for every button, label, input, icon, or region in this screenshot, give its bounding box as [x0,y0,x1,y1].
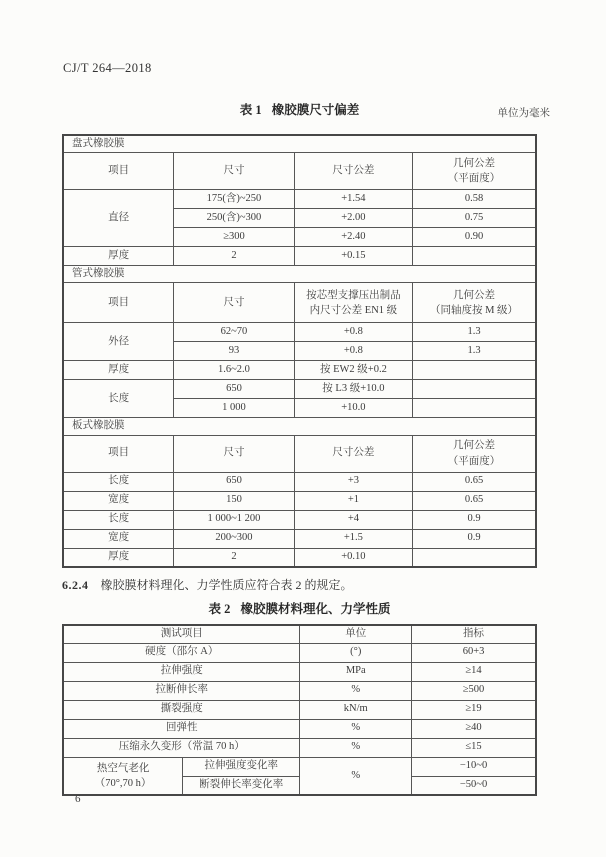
cell-size-value: 93 [174,342,295,361]
cell-geometry-value: 1.3 [413,342,536,361]
cell-test-item: 拉伸强度 [63,662,300,681]
col-header-size: 尺寸 [174,153,295,190]
cell-item-label: 外径 [63,323,174,361]
cell-geometry-value [413,247,536,266]
cell-geometry-value: 0.9 [413,510,536,529]
cell-item-label: 宽度 [63,529,174,548]
cell-geometry-value: 0.65 [413,491,536,510]
cell-geometry-value: 0.75 [413,209,536,228]
cell-geometry-value: 0.90 [413,228,536,247]
header-line: 几何公差 [453,289,496,301]
table-row [63,700,536,719]
col-header-unit: 单位 [300,625,412,643]
header-row [63,283,536,323]
section-row-disc [63,135,536,153]
col-header-item: 项目 [63,283,174,323]
cell-tolerance-value: +0.8 [294,342,412,361]
table-row [63,510,536,529]
header-line: 按芯型支撑压出制品 [306,289,401,301]
cell-geometry-value: 0.65 [413,472,536,491]
header-line: （同轴度按 M 级） [429,304,519,316]
cell-unit: kN/m [300,700,412,719]
cell-tolerance-value: +2.00 [294,209,412,228]
cell-size-value: 650 [174,380,295,399]
cell-item-label: 直径 [63,190,174,247]
table2-caption-title: 橡胶膜材料理化、力学性质 [240,602,391,616]
col-header-geometry [413,435,536,472]
table-row [63,323,536,342]
cell-item-label: 宽度 [63,491,174,510]
col-header-test-item: 测试项目 [63,625,300,643]
cell-geometry-value [413,361,536,380]
cell-tolerance-value: +10.0 [294,399,412,418]
cell-tolerance-value: +0.10 [294,548,412,567]
section-title-disc: 盘式橡胶膜 [63,135,536,153]
col-header-geometry [413,153,536,190]
header-line: （平面度） [447,455,501,467]
table-row [63,472,536,491]
col-header-item: 项目 [63,435,174,472]
cell-index: −50~0 [412,776,536,795]
cell-geometry-value [413,380,536,399]
section-title-tube: 管式橡胶膜 [63,266,536,283]
standard-code: CJ/T 264—2018 [63,61,152,75]
table-row [63,529,536,548]
cell-aging-label [63,757,183,795]
cell-tolerance-value: +1 [294,491,412,510]
table-row [63,548,536,567]
cell-unit: % [300,681,412,700]
clause-number: 6.2.4 [62,578,89,592]
cell-aging-sub-item: 断裂伸长率变化率 [183,776,300,795]
col-header-size: 尺寸 [174,283,295,323]
table-row [63,361,536,380]
cell-tolerance-value: 按 L3 级+10.0 [294,380,412,399]
cell-size-value: 1 000 [174,399,295,418]
table2-caption [62,599,537,617]
cell-tolerance-value: +0.8 [294,323,412,342]
aging-label-line: 热空气老化 [96,762,150,774]
cell-test-item: 回弹性 [63,719,300,738]
cell-aging-sub-item: 拉伸强度变化率 [183,757,300,776]
aging-label-line: （70°,70 h） [94,777,152,789]
col-header-geometry [413,283,536,323]
cell-size-value: 175(含)~250 [174,190,295,209]
table1-caption-label: 表 1 [239,103,262,117]
table1-caption-title: 橡胶膜尺寸偏差 [271,103,360,117]
cell-tolerance-value: 按 EW2 级+0.2 [294,361,412,380]
cell-size-value: 2 [174,247,295,266]
cell-geometry-value [413,548,536,567]
cell-unit: % [300,719,412,738]
cell-geometry-value: 0.9 [413,529,536,548]
cell-size-value: 200~300 [174,529,295,548]
header-row [63,625,536,643]
cell-item-label: 厚度 [63,247,174,266]
table-row [63,662,536,681]
cell-index: ≥19 [412,700,536,719]
cell-item-label: 厚度 [63,548,174,567]
cell-tolerance-value: +1.54 [294,190,412,209]
cell-tolerance-value: +3 [294,472,412,491]
col-header-index: 指标 [412,625,536,643]
table2-caption-label: 表 2 [208,602,231,616]
table-row [63,380,536,399]
cell-size-value: 1 000~1 200 [174,510,295,529]
cell-unit: MPa [300,662,412,681]
section-row-tube [63,266,536,283]
cell-test-item: 撕裂强度 [63,700,300,719]
cell-item-label: 长度 [63,380,174,418]
unit-note: 单位为毫米 [497,108,550,119]
cell-size-value: 2 [174,548,295,567]
cell-index: ≥500 [412,681,536,700]
cell-tolerance-value: +4 [294,510,412,529]
cell-geometry-value [413,399,536,418]
cell-geometry-value: 1.3 [413,323,536,342]
col-header-tolerance: 尺寸公差 [294,153,412,190]
table-row [63,491,536,510]
header-line: 内尺寸公差 EN1 级 [309,304,398,316]
table1-caption [62,100,537,118]
header-row [63,153,536,190]
cell-geometry-value: 0.58 [413,190,536,209]
header-line: 几何公差 [453,157,496,169]
cell-test-item: 压缩永久变形（常温 70 h） [63,738,300,757]
cell-item-label: 长度 [63,510,174,529]
table-row [63,681,536,700]
table-row [63,190,536,209]
header-row [63,435,536,472]
cell-unit: (°) [300,643,412,662]
col-header-tolerance [294,283,412,323]
cell-index: 60+3 [412,643,536,662]
col-header-item: 项目 [63,153,174,190]
cell-size-value: 250(含)~300 [174,209,295,228]
section-title-plate: 板式橡胶膜 [63,418,536,435]
cell-size-value: 150 [174,491,295,510]
cell-test-item: 硬度（邵尔 A） [63,643,300,662]
cell-tolerance-value: +1.5 [294,529,412,548]
cell-unit: % [300,738,412,757]
cell-unit: % [300,757,412,795]
cell-size-value: ≥300 [174,228,295,247]
table-row [63,247,536,266]
table-row [63,738,536,757]
table-row [63,719,536,738]
cell-item-label: 厚度 [63,361,174,380]
table-row [63,757,536,776]
cell-tolerance-value: +0.15 [294,247,412,266]
clause-text: 橡胶膜材料理化、力学性质应符合表 2 的规定。 [100,578,353,592]
cell-size-value: 650 [174,472,295,491]
cell-index: ≥40 [412,719,536,738]
cell-item-label: 长度 [63,472,174,491]
cell-tolerance-value: +2.40 [294,228,412,247]
cell-size-value: 1.6~2.0 [174,361,295,380]
cell-test-item: 拉断伸长率 [63,681,300,700]
cell-index: ≤15 [412,738,536,757]
cell-size-value: 62~70 [174,323,295,342]
clause-6-2-4 [62,576,537,593]
page-number: 6 [75,793,81,805]
table-row [63,643,536,662]
cell-index: −10~0 [412,757,536,776]
header-line: 几何公差 [453,440,496,452]
table1-dimension-deviation [62,134,537,568]
cell-index: ≥14 [412,662,536,681]
col-header-tolerance: 尺寸公差 [294,435,412,472]
col-header-size: 尺寸 [174,435,295,472]
table2-material-properties [62,624,537,796]
section-row-plate [63,418,536,435]
header-line: （平面度） [447,173,501,185]
